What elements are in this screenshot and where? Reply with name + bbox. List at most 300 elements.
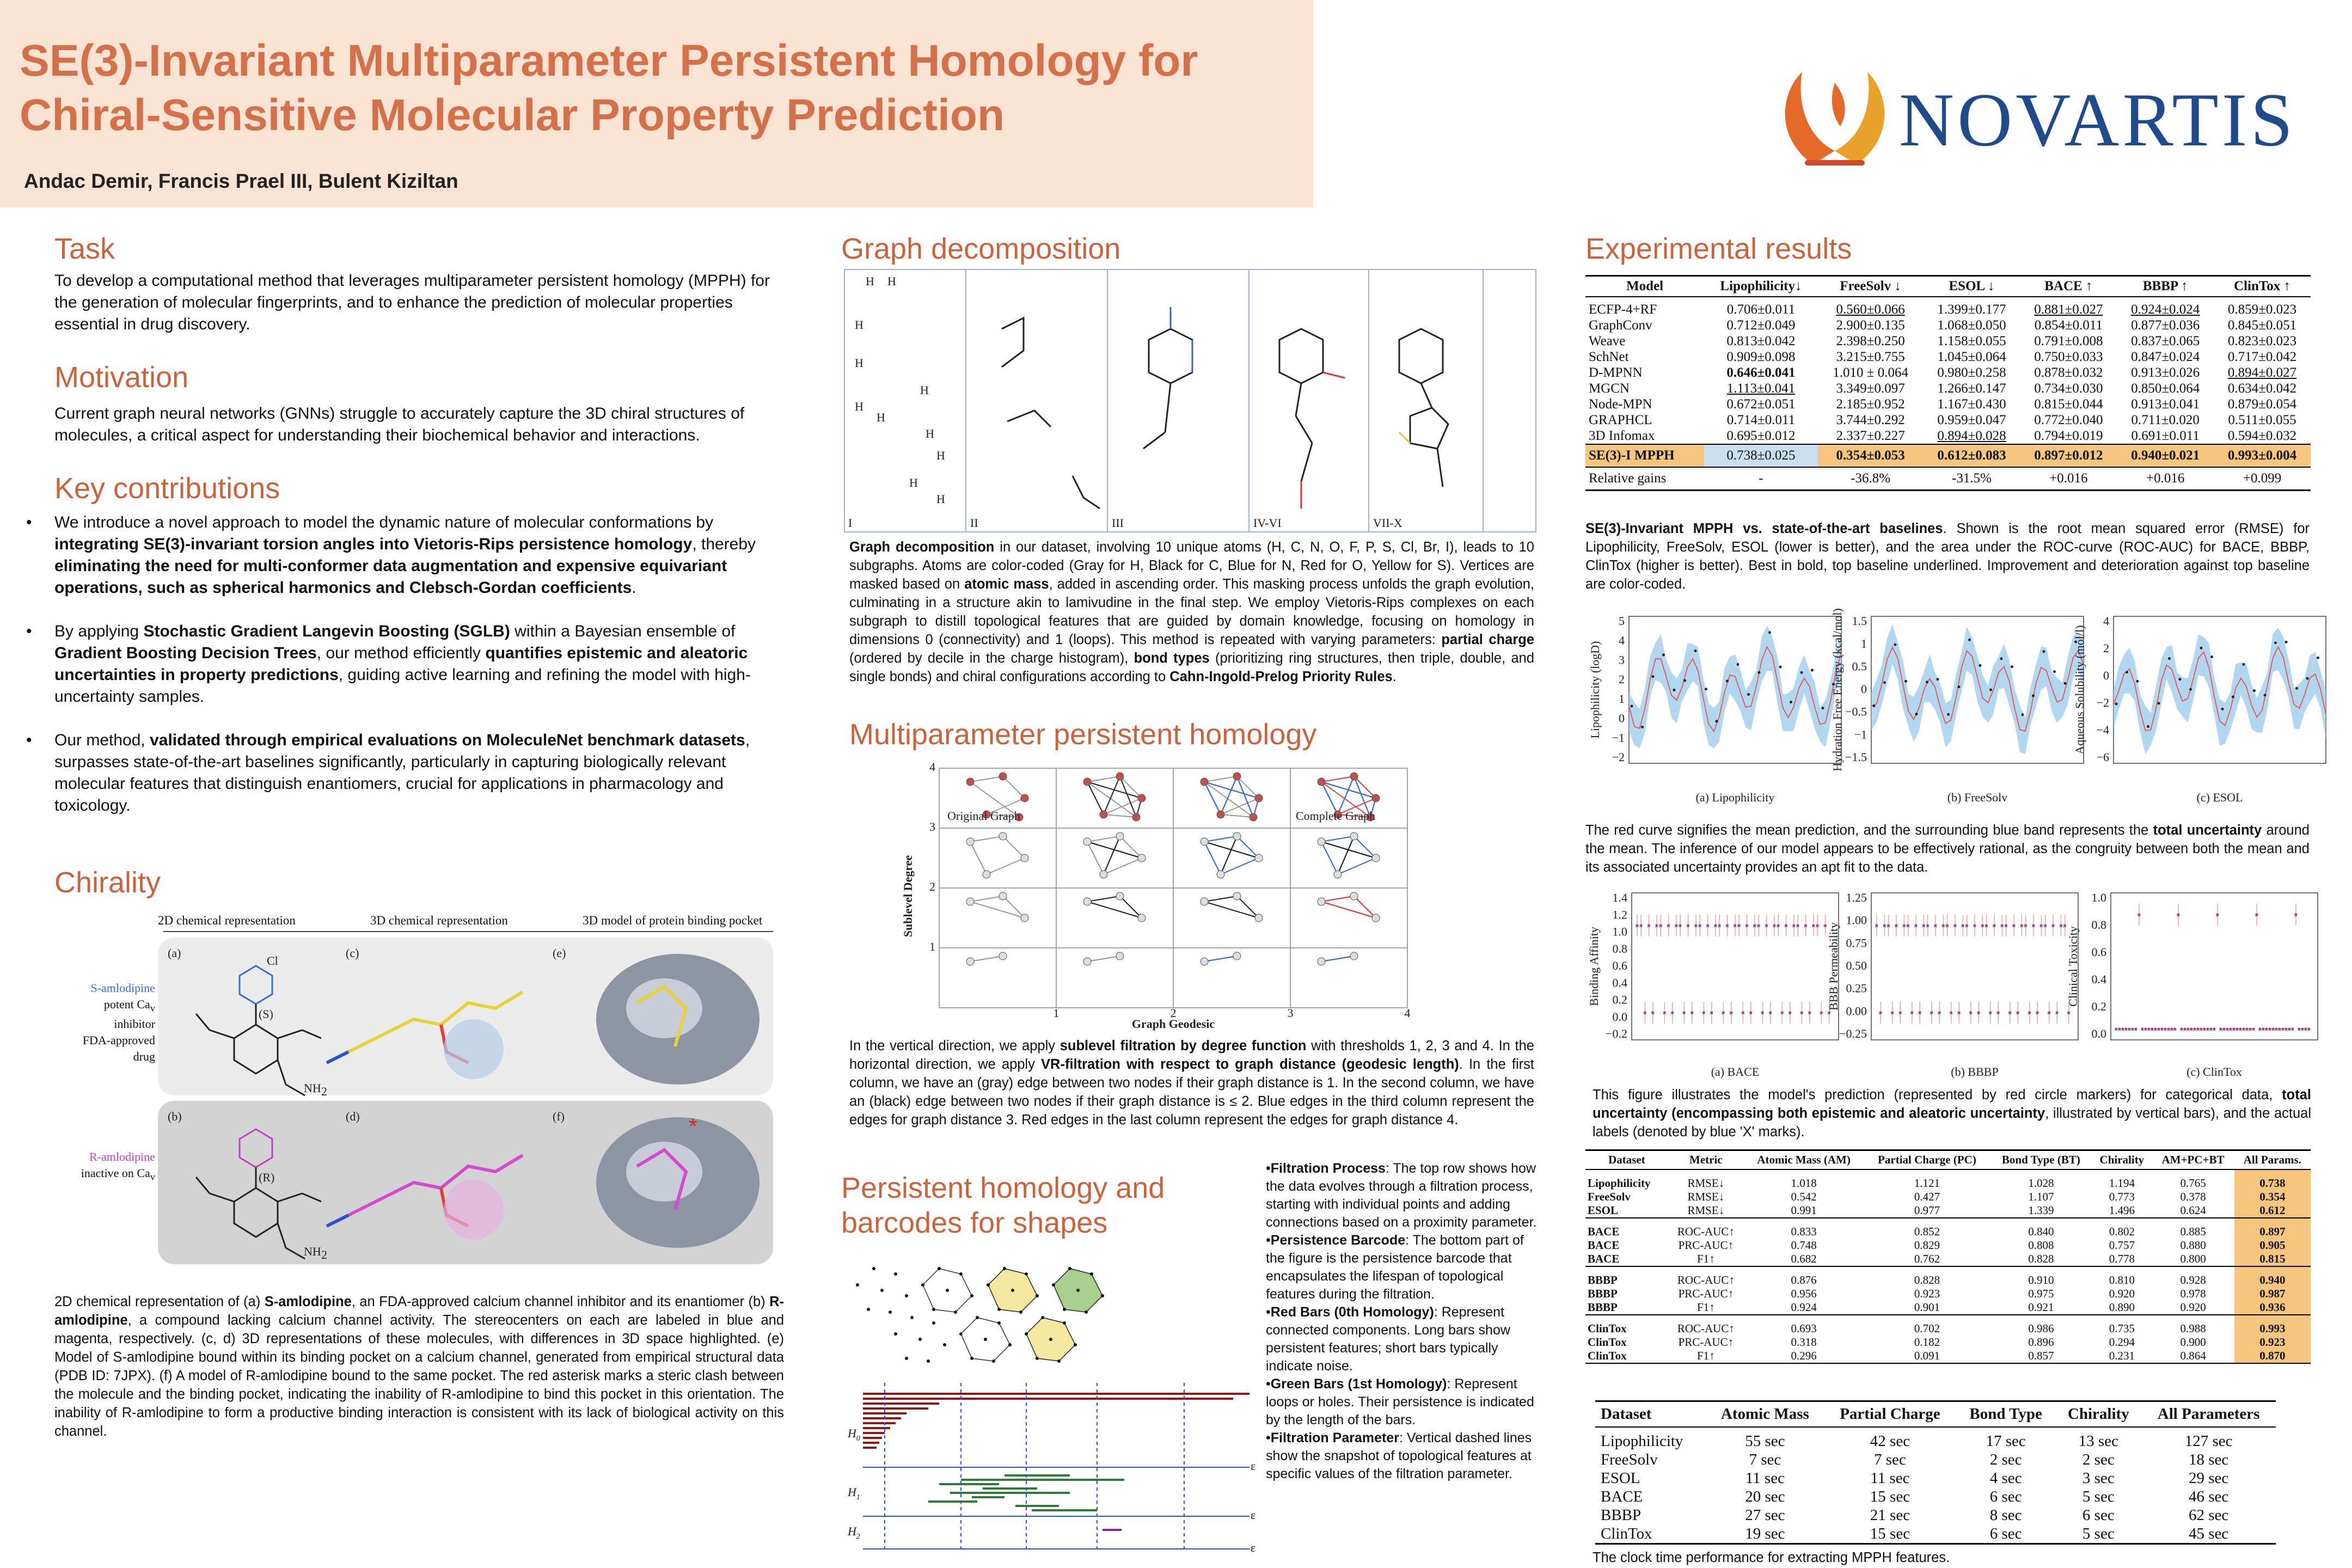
true-label-marker: × (2255, 911, 2259, 919)
x-tick: 3 (1287, 1006, 1294, 1020)
results-table-caption (1585, 519, 2310, 593)
atom-label-nh2: NH (304, 1081, 321, 1095)
mpph-node (1334, 871, 1342, 878)
mpph-edge (970, 836, 1003, 842)
ablation-row (1585, 1336, 2311, 1349)
bullet-marker: • (1266, 1233, 1271, 1248)
results-row (1585, 317, 2311, 333)
ablation-header-row (1585, 1150, 2311, 1170)
true-label-marker: × (1799, 1009, 1804, 1017)
y-tick-label: −0.5 (1845, 705, 1867, 719)
true-label-marker: × (1643, 1009, 1647, 1017)
true-label-marker: × (1996, 1009, 2000, 1017)
data-point (1662, 653, 1665, 656)
point-cloud-point (1003, 1267, 1006, 1270)
data-point (1758, 671, 1761, 674)
y-tick-label: −4 (2096, 723, 2109, 737)
ablation-column-header: Atomic Mass (AM) (1744, 1150, 1864, 1170)
timing-table (1595, 1400, 2276, 1545)
timing-caption: The clock time performance for extracting MPPH features. (1592, 1550, 1950, 1565)
barcode-bullet (1266, 1429, 1538, 1483)
true-label-marker: × (1937, 1009, 1941, 1017)
data-point (1947, 713, 1950, 716)
true-label-marker: × (2153, 1026, 2158, 1033)
text-run: The red curve signifies the mean prediction, and the surrounding blue band represents the (1585, 823, 2153, 838)
results-gains-row (1585, 467, 2311, 491)
data-point (1958, 685, 1961, 688)
results-ours-row (1585, 444, 2311, 467)
point-cloud-point (889, 1310, 892, 1314)
ablation-cell: F1↑ (1668, 1252, 1744, 1266)
true-label-marker: × (2258, 1026, 2262, 1033)
true-label-marker: × (2114, 1026, 2118, 1033)
ablation-cell: 0.921 (1990, 1301, 2092, 1315)
text-run: , thereby (692, 535, 756, 553)
timing-column-header: Dataset (1595, 1401, 1706, 1428)
results-body (1585, 297, 2311, 491)
h1-label: $H_1$ (848, 1485, 860, 1502)
ablation-cell: RMSE↓ (1668, 1204, 1744, 1218)
point-cloud-point (997, 1308, 1001, 1311)
true-label-marker: × (2179, 1026, 2184, 1033)
results-column-header: Lipophilicity↓ (1704, 276, 1817, 297)
text-run: (prioritizing ring structures, then triple, double, and single bonds) and chiral configurations according to (849, 651, 1534, 684)
results-cell: 0.823±0.023 (2227, 334, 2297, 348)
poster-title (20, 34, 1288, 143)
timing-column-header: All Parameters (2141, 1401, 2276, 1428)
timing-cell: 6 sec (1989, 1488, 2022, 1505)
true-label-marker: × (2027, 1009, 2031, 1017)
results-cell: -36.8% (1818, 467, 1924, 491)
text-run-bold: Persistence Barcode (1270, 1233, 1406, 1248)
key-contributions-list (26, 512, 779, 838)
text-run-bold: total uncertainty (2153, 823, 2262, 838)
results-cell: ECFP-4+RF (1589, 302, 1657, 317)
ablation-cell: 0.880 (2180, 1239, 2206, 1252)
true-label-marker: × (1678, 922, 1682, 930)
ablation-column-header: All Params. (2234, 1150, 2311, 1170)
text-run-bold: Filtration Parameter (1270, 1430, 1399, 1445)
text-run: : The bottom part of the figure is the persistence barcode that encapsulates the lifespan of topological features during the filtration. (1266, 1233, 1524, 1302)
results-cell: 0.714±0.011 (1726, 413, 1796, 427)
text-run: : Represent loops or holes. Their persistence is indicated by the length of the bars. (1266, 1376, 1534, 1428)
results-cell: 0.634±0.042 (2227, 381, 2297, 396)
true-label-marker: × (1929, 1009, 1933, 1017)
timing-cell: ClinTox (1595, 1524, 1706, 1544)
ablation-cell: 0.857 (1990, 1349, 2092, 1363)
mpph-edge (1321, 896, 1354, 902)
timing-column-header: Partial Charge (1824, 1401, 1956, 1428)
true-label-marker: × (1741, 1009, 1745, 1017)
svg-text:H: H (855, 400, 863, 413)
ablation-cell: Lipophilicity (1588, 1177, 1651, 1190)
mpph-edge (1204, 782, 1221, 814)
true-label-marker: × (2140, 1026, 2145, 1033)
subplot-caption: (b) BBBP (1951, 1065, 1999, 1079)
results-cell: 0.354±0.053 (1818, 444, 1924, 467)
true-label-marker: × (1902, 922, 1906, 930)
data-point (2306, 677, 2309, 680)
results-cell: 0.845±0.051 (2227, 318, 2297, 333)
text-run: Our method, (54, 731, 150, 749)
results-cell: D-MPNN (1589, 365, 1643, 380)
true-label-marker: × (2212, 1026, 2216, 1033)
results-cell: - (1704, 467, 1817, 491)
true-label-marker: × (2284, 1026, 2288, 1033)
mpph-node (1116, 773, 1124, 780)
mpph-heading: Multiparameter persistent homology (849, 718, 1317, 751)
results-cell: 0.612±0.083 (1924, 444, 2020, 467)
true-label-marker: × (2004, 922, 2008, 930)
ablation-cell: 0.318 (1791, 1336, 1817, 1349)
mpph-edge (1221, 814, 1253, 817)
y-axis-label: Lipophilicity (logD) (1588, 641, 1602, 739)
data-point (1873, 705, 1876, 707)
data-point (2115, 702, 2118, 705)
ablation-cell: 0.702 (1914, 1322, 1940, 1335)
data-point (2253, 689, 2256, 692)
mpph-edge (1087, 776, 1120, 782)
data-point (1694, 650, 1697, 652)
ablation-cell: 0.231 (2092, 1349, 2152, 1363)
text-run-bold: SE(3)-Invariant MPPH vs. state-of-the-art baselines (1585, 521, 1943, 536)
data-point (1705, 688, 1707, 690)
text-run: , surpasses state-of-the-art baselines significantly, particularly in capturing biologically relevant molecular features that distinguish enantiomers, crucial for applications in pharmacology and toxicology. (54, 731, 750, 814)
data-point (2168, 657, 2171, 660)
results-cell: 0.959±0.047 (1937, 413, 2006, 427)
true-label-marker: × (1933, 922, 1938, 930)
true-label-marker: × (1925, 922, 1930, 930)
ablation-cell: 1.194 (2109, 1177, 2135, 1190)
true-label-marker: × (2232, 1026, 2236, 1033)
ablation-row (1585, 1252, 2311, 1266)
true-label-marker: × (1650, 1009, 1655, 1017)
timing-cell: 18 sec (2188, 1451, 2229, 1468)
results-header-row (1585, 276, 2311, 297)
true-label-marker: × (1733, 922, 1737, 930)
timing-cell: 15 sec (1870, 1488, 1910, 1505)
barcode-bullet (1266, 1160, 1538, 1232)
ablation-cell: BACE (1585, 1252, 1668, 1266)
timing-cell: 6 sec (2082, 1506, 2115, 1524)
text-run: . Shown is the root mean squared error (RMSE) for Lipophilicity, FreeSolv, ESOL (lower is better), and the area under the ROC-curve (ROC-AUC) for BACE, BBBP, ClinTox (higher is better). Best in bold, top baseline underlined. Improvement and deterioration against top baseline are color-coded. (1585, 521, 2310, 592)
panel-label: (b) (168, 1110, 182, 1123)
point-cloud-point (894, 1332, 897, 1336)
results-cell: 0.791±0.008 (2034, 334, 2103, 348)
true-label-marker: × (2222, 1026, 2226, 1033)
ablation-cell: 0.748 (1791, 1239, 1817, 1252)
mpph-node (1372, 854, 1380, 862)
timing-cell: 4 sec (1989, 1469, 2022, 1487)
regression-plot (1588, 614, 1841, 804)
results-cell: 0.706±0.011 (1726, 302, 1796, 317)
y-axis-label: Clinical Toxicity (2066, 926, 2080, 1007)
y-tick-label: 1.0 (1612, 924, 1627, 939)
filtration-snapshot (894, 1316, 946, 1363)
text-run: with thresholds 1, 2, 3 and 4. In the horizontal direction, we apply (849, 1038, 1534, 1072)
data-point (2232, 696, 2234, 699)
results-cell: 0.794±0.019 (2034, 428, 2103, 443)
y-tick-label: −0.25 (1839, 1027, 1867, 1040)
ablation-cell: 0.757 (2109, 1239, 2135, 1252)
y-tick-label: 1.25 (1846, 891, 1867, 904)
svg-text:H: H (866, 274, 874, 288)
true-label-marker: × (1635, 922, 1639, 930)
panel-label: I (848, 516, 853, 530)
results-cell: 1.167±0.430 (1937, 397, 2006, 412)
true-label-marker: × (1973, 922, 1977, 930)
mpph-edge (1087, 842, 1104, 874)
ablation-cell: 0.885 (2180, 1225, 2206, 1238)
results-cell: 0.859±0.023 (2227, 302, 2297, 317)
true-label-marker: × (2202, 1026, 2207, 1033)
results-cell: 0.750±0.033 (2034, 350, 2103, 364)
data-point (1937, 678, 1939, 681)
text-run-bold: quantifies epistemic and aleatoric uncertainties in property predictions (54, 644, 748, 684)
svg-text:H: H (936, 449, 945, 462)
mpph-node (1350, 952, 1358, 960)
mpph-node (1116, 952, 1124, 960)
results-cell: 1.113±0.041 (1726, 381, 1796, 396)
point-cloud-point (1025, 1332, 1028, 1336)
results-column-header: BBBP ↑ (2117, 276, 2214, 297)
y-tick-label: 3 (1619, 653, 1625, 667)
mpph-edge (1321, 776, 1354, 782)
svg-text:H: H (855, 318, 863, 332)
ablation-row (1585, 1349, 2311, 1363)
ablation-cell: 0.987 (2234, 1287, 2311, 1301)
data-point (1968, 639, 1971, 641)
mpph-node (983, 871, 990, 878)
task-body: To develop a computational method that leverages multiparameter persistent homology (MPPH) for the generation of molecular fingerprints, and to enhance the prediction of molecular properties essential in drug discovery. (54, 272, 770, 333)
mpph-node (1233, 952, 1241, 960)
timing-cell: ESOL (1601, 1469, 1640, 1487)
timing-row (1595, 1427, 2276, 1450)
filtration-snapshot (959, 1316, 1012, 1363)
true-label-marker: × (1815, 922, 1820, 930)
y-tick-label: 0 (1861, 682, 1867, 696)
results-cell: 0.879±0.054 (2227, 397, 2297, 412)
y-tick-label: −2 (1612, 750, 1625, 764)
filtration-shapes (856, 1267, 1104, 1363)
mpph-node (1100, 811, 1107, 818)
data-point (2243, 663, 2245, 666)
point-cloud-point (905, 1294, 908, 1297)
results-cell: 0.594±0.032 (2227, 428, 2297, 443)
data-point (2126, 671, 2128, 673)
true-label-marker: × (2228, 1026, 2233, 1033)
mpph-node (1217, 871, 1224, 878)
results-row (1585, 381, 2311, 396)
y-tick-label: 0.75 (1846, 936, 1867, 950)
ablation-column-header: Bond Type (BT) (1990, 1150, 2092, 1170)
s-amlodipine-label (63, 980, 155, 1065)
results-cell: 1.010 ± 0.064 (1833, 365, 1909, 380)
svg-text:H: H (887, 274, 896, 288)
data-point (1822, 707, 1824, 709)
true-label-marker: × (1694, 922, 1698, 930)
ablation-cell: 0.977 (1864, 1204, 1990, 1218)
stereocenter-r-label: (R) (259, 1171, 275, 1184)
true-label-marker: × (1717, 922, 1722, 930)
true-label-marker: × (1964, 922, 1969, 930)
true-label-marker: × (2043, 922, 2047, 930)
text-run: in our dataset, involving 10 unique atoms (H, C, N, O, F, P, S, Cl, Br, I), leads to 10 subgraphs. Atoms are color-coded (Gray for H, Black for C, Blue for N, Red for O, Yellow for S). Vertices are masked based on (849, 540, 1534, 592)
mpph-node (966, 958, 974, 965)
results-cell: 0.913±0.026 (2131, 365, 2200, 380)
results-cell: 3.349±0.097 (1836, 381, 1905, 396)
true-label-marker: × (1898, 1009, 1902, 1017)
y-tick-label: 2 (2103, 641, 2109, 655)
results-cell: 0.712±0.049 (1726, 318, 1796, 333)
regression-plot (1830, 608, 2084, 804)
ablation-cell: 0.896 (2028, 1336, 2054, 1349)
results-cell: 0.560±0.066 (1836, 302, 1905, 317)
ablation-cell: 0.682 (1744, 1252, 1864, 1266)
results-cell: 0.850±0.064 (2131, 381, 2200, 396)
h0-label: $H_0$ (848, 1426, 860, 1443)
true-label-marker: × (1949, 1009, 1953, 1017)
timing-cell: 13 sec (2078, 1432, 2118, 1450)
point-cloud-point (921, 1283, 924, 1287)
data-point (2264, 694, 2267, 696)
y-tick-label: 0.00 (1846, 1004, 1867, 1018)
ablation-cell: 0.828 (1914, 1273, 1940, 1287)
true-label-marker: × (2251, 1026, 2256, 1033)
timing-cell: 46 sec (2188, 1488, 2229, 1505)
y-tick-label: 2 (1619, 672, 1625, 687)
true-label-marker: × (2035, 1009, 2039, 1017)
mpph-y-axis-label: Sublevel Degree (901, 855, 915, 938)
true-label-marker: × (2170, 1026, 2174, 1033)
mpph-node (1255, 914, 1263, 922)
contribution-item (26, 621, 779, 708)
true-label-marker: × (2300, 1026, 2305, 1033)
classification-caption (1592, 1086, 2311, 1141)
text-run-bold: Graph decomposition (849, 540, 995, 555)
panel-label: (d) (346, 1110, 360, 1123)
text-run: , our method efficiently (316, 644, 486, 662)
atom-label-cl: Cl (267, 954, 278, 967)
point-cloud-point (1076, 1289, 1080, 1292)
results-cell: 1.068±0.050 (1937, 318, 2006, 333)
panel-label: VII-X (1373, 516, 1402, 530)
mpph-node (1200, 958, 1208, 965)
results-cell: -31.5% (1924, 467, 2020, 491)
ablation-row (1585, 1266, 2311, 1287)
results-cell: Relative gains (1585, 467, 1704, 491)
bullet-marker: • (26, 622, 32, 640)
barcodes-heading-line-1: Persistent homology and (841, 1172, 1165, 1204)
true-label-marker: × (2163, 1026, 2167, 1033)
ablation-cell: 0.928 (2180, 1273, 2206, 1287)
true-label-marker: × (1909, 1009, 1914, 1017)
col-label-3d: 3D chemical representation (370, 914, 508, 927)
results-cell: 0.711±0.020 (2131, 413, 2200, 427)
timing-cell: 21 sec (1870, 1506, 1910, 1524)
true-label-marker: × (2219, 1026, 2223, 1033)
persistence-bars (863, 1394, 1250, 1530)
timing-column-header: Bond Type (1956, 1401, 2055, 1428)
ablation-cell: 0.923 (1914, 1287, 1940, 1300)
text-run: , a compound lacking calcium channel activity. The stereocenters on each are labeled in blue and magenta, respectively. (c, d) 3D representations of these molecules, with differences in 3D space highlighted. (e) Model of S-amlodipine bound within its binding pocket on a calcium channel, generated from empirical structural data (PDB ID: 7JPX). (f) A model of R-amlodipine bound to the same pocket. The red asterisk marks a steric clash between the molecule and the binding pocket, indicating the inability of R-amlodipine to bind this pocket in this orientation. The inability of R-amlodipine to form a productive binding interaction is consistent with its lack of biological activity on this channel. (54, 1313, 784, 1439)
point-cloud-point (959, 1332, 963, 1336)
results-cell: +0.016 (2117, 467, 2214, 491)
point-cloud-point (1052, 1283, 1055, 1287)
true-label-marker: × (2166, 1026, 2171, 1033)
true-label-marker: × (1709, 1009, 1713, 1017)
plot-frame (2111, 893, 2318, 1040)
results-heading: Experimental results (1585, 232, 1852, 265)
data-point (2053, 670, 2056, 673)
ablation-row (1585, 1190, 2311, 1204)
results-cell: SchNet (1589, 350, 1629, 364)
point-cloud-point (976, 1316, 979, 1319)
ablation-row (1585, 1287, 2311, 1301)
point-cloud-point (1036, 1294, 1039, 1297)
r-label-activity (63, 1165, 155, 1185)
results-cell: 1.045±0.064 (1937, 350, 2006, 364)
title-line-1: SE(3)-Invariant Multiparameter Persistent Homology for (20, 36, 1198, 85)
classification-plot (1827, 891, 2078, 1079)
true-label-marker: × (2124, 1026, 2128, 1033)
ablation-cell: 0.762 (1864, 1252, 1990, 1266)
ablation-cell: BACE (1588, 1225, 1620, 1238)
mpph-node (1200, 838, 1208, 846)
data-point (2221, 708, 2224, 710)
true-label-marker: × (1780, 1009, 1784, 1017)
text-run: , an FDA-approved calcium channel inhibitor and its enantiomer (b) (351, 1294, 770, 1309)
ablation-column-header: AM+PC+BT (2152, 1150, 2234, 1170)
ablation-cell: 0.978 (2180, 1287, 2206, 1300)
ablation-cell: 0.900 (2180, 1336, 2206, 1349)
mpph-edge (1204, 776, 1237, 782)
epsilon-symbol: ε (1251, 1541, 1256, 1554)
ablation-cell: ROC-AUC↑ (1677, 1225, 1735, 1238)
y-tick-label: 0.8 (1612, 941, 1627, 955)
y-tick: 1 (929, 940, 935, 953)
ablation-cell: 0.988 (2180, 1322, 2206, 1335)
svg-text:H: H (936, 492, 945, 506)
results-row (1585, 412, 2311, 428)
true-label-marker: × (1953, 922, 1957, 930)
ablation-row (1585, 1204, 2311, 1218)
point-cloud-point (938, 1267, 941, 1270)
ablation-cell: RMSE↓ (1687, 1190, 1725, 1203)
true-label-marker: × (1674, 922, 1679, 930)
data-point (1631, 705, 1633, 708)
true-label-marker: × (2157, 1026, 2161, 1033)
true-label-marker: × (2150, 1026, 2154, 1033)
data-point (1673, 689, 1676, 691)
epsilon-symbol: ε (1251, 1459, 1256, 1473)
chirality-figure (158, 938, 773, 1275)
true-label-marker: × (2000, 922, 2004, 930)
true-label-marker: × (2047, 1009, 2051, 1017)
results-cell: 0.854±0.011 (2034, 318, 2103, 333)
point-cloud-point (1063, 1321, 1066, 1325)
point-cloud-point (1019, 1310, 1022, 1314)
data-point (1790, 701, 1792, 703)
filtration-snapshot (987, 1267, 1039, 1314)
results-column-header: ESOL ↓ (1924, 276, 2020, 297)
data-point (1779, 665, 1782, 668)
ablation-cell: ROC-AUC↑ (1677, 1322, 1735, 1335)
subplot-caption: (a) BACE (1711, 1065, 1760, 1079)
ablation-cell: 0.910 (2028, 1273, 2054, 1287)
ablation-cell: 0.840 (2028, 1225, 2054, 1238)
true-label-marker: × (2189, 1026, 2194, 1033)
